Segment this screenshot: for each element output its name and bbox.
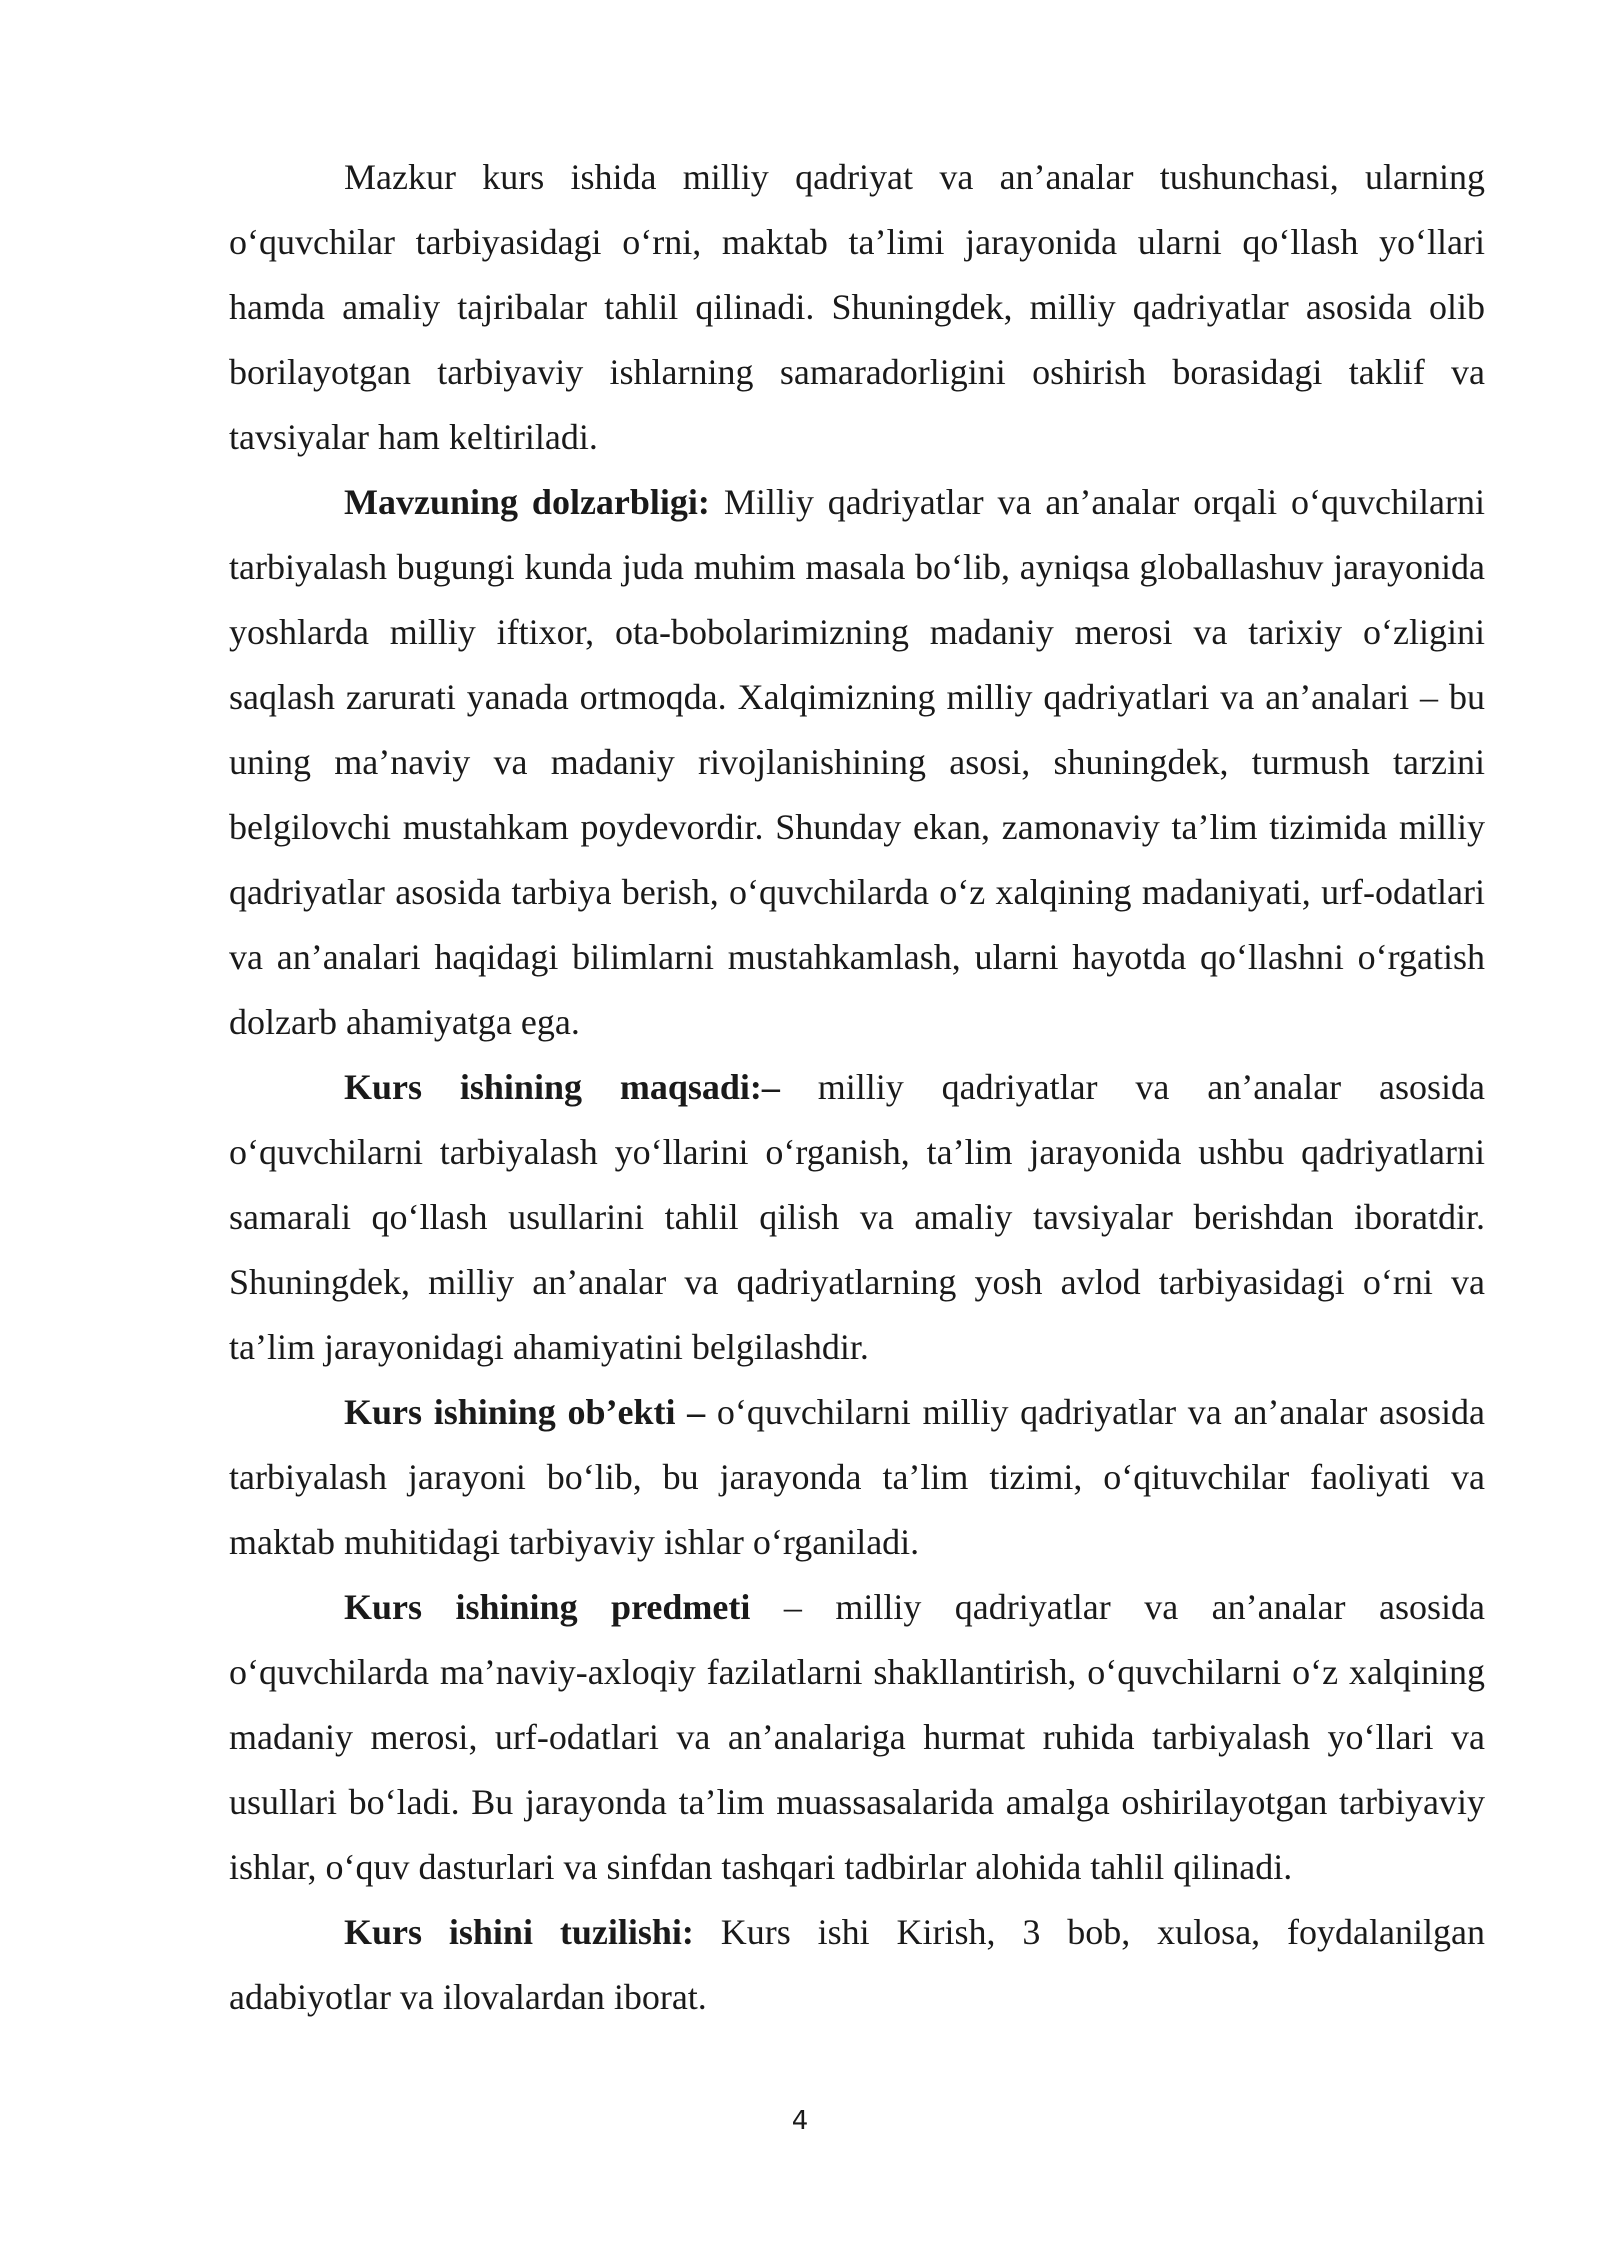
- paragraph-text: Mazkur kurs ishida milliy qadriyat va an’analar tushunchasi, ularning o‘quvchilar tarbiyasidagi o‘rni, maktab ta’limi jarayonida ularni qo‘llash yo‘llari hamda amaliy tajribalar tahlil qilinadi. Shuningdek, milliy qadriyatlar asosida olib borilayotgan tarbiyaviy ishlarning samaradorligini oshirish borasidagi taklif va tavsiyalar ham keltiriladi.: [229, 157, 1485, 457]
- paragraph-lead: Kurs ishining predmeti: [344, 1587, 751, 1627]
- paragraph-text: Milliy qadriyatlar va an’analar orqali o‘quvchilarni tarbiyalash bugungi kunda juda muhim masala bo‘lib, ayniqsa globallashuv jarayonida yoshlarda milliy iftixor, ota-bobolarimizning madaniy merosi va tarixiy o‘zligini saqlash zarurati yanada ortmoqda. Xalqimizning milliy qadriyatlari va an’analari – bu uning ma’naviy va madaniy rivojlanishining asosi, shuningdek, turmush tarzini belgilovchi mustahkam poydevordir. Shunday ekan, zamonaviy ta’lim tizimida milliy qadriyatlar asosida tarbiya berish, o‘quvchilarda o‘z xalqining madaniyati, urf-odatlari va an’analari haqidagi bilimlarni mustahkamlash, ularni hayotda qo‘llashni o‘rgatish dolzarb ahamiyatga ega.: [229, 482, 1485, 1042]
- paragraph-lead: Kurs ishini tuzilishi:: [344, 1912, 694, 1952]
- paragraph-text: – milliy qadriyatlar va an’analar asosida o‘quvchilarda ma’naviy-axloqiy fazilatlarni shakllantirish, o‘quvchilarni o‘z xalqining madaniy merosi, urf-odatlari va an’analariga hurmat ruhida tarbiyalash yo‘llari va usullari bo‘ladi. Bu jarayonda ta’lim muassasalarida amalga oshirilayotgan tarbiyaviy ishlar, o‘quv dasturlari va sinfdan tashqari tadbirlar alohida tahlil qilinadi.: [229, 1587, 1485, 1887]
- paragraph-structure: [229, 1900, 1485, 2030]
- paragraph-relevance: [229, 470, 1485, 1055]
- paragraph-intro: [229, 145, 1485, 470]
- page-number: 4: [791, 2106, 809, 2136]
- paragraph-lead: Mavzuning dolzarbligi:: [344, 482, 710, 522]
- paragraph-text: Kurs ishi Kirish, 3 bob, xulosa, foydalanilgan adabiyotlar va ilovalardan iborat.: [229, 1912, 1485, 2017]
- paragraph-text: o‘quvchilarni milliy qadriyatlar va an’analar asosida tarbiyalash jarayoni bo‘lib, bu jarayonda ta’lim tizimi, o‘qituvchilar faoliyati va maktab muhitidagi tarbiyaviy ishlar o‘rganiladi.: [229, 1392, 1485, 1562]
- paragraph-lead: Kurs ishining ob’ekti –: [344, 1392, 706, 1432]
- page-body: [229, 145, 1485, 2030]
- paragraph-object: [229, 1380, 1485, 1575]
- paragraph-subject: [229, 1575, 1485, 1900]
- paragraph-lead: Kurs ishining maqsadi:–: [344, 1067, 780, 1107]
- paragraph-goal: [229, 1055, 1485, 1380]
- paragraph-text: milliy qadriyatlar va an’analar asosida o‘quvchilarni tarbiyalash yo‘llarini o‘rganish, ta’lim jarayonida ushbu qadriyatlarni samarali qo‘llash usullarini tahlil qilish va amaliy tavsiyalar berishdan iboratdir. Shuningdek, milliy an’analar va qadriyatlarning yosh avlod tarbiyasidagi o‘rni va ta’lim jarayonidagi ahamiyatini belgilashdir.: [229, 1067, 1486, 1367]
